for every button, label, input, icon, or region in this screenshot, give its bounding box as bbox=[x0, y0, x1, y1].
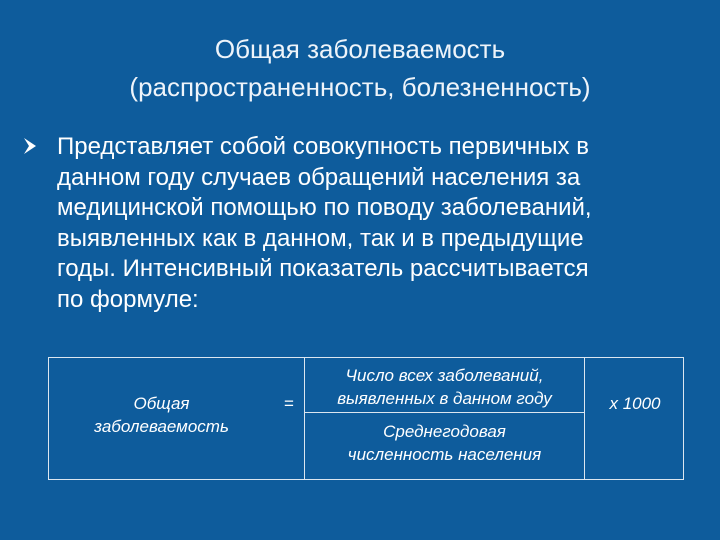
slide-title bbox=[0, 30, 720, 106]
numerator-line: выявленных в данном году bbox=[337, 389, 552, 408]
title-line-1: Общая заболеваемость bbox=[214, 34, 506, 64]
definition-line: медицинской помощью по поводу заболеваний, bbox=[57, 194, 592, 221]
formula-divider bbox=[584, 358, 585, 479]
definition-line: данном году случаев обращений населения за bbox=[57, 163, 581, 191]
definition-text bbox=[57, 132, 697, 315]
formula-multiplier: х 1000 bbox=[609, 394, 661, 413]
formula-left-term bbox=[49, 392, 274, 438]
title-line-2: (распространенность, болезненность) bbox=[129, 72, 591, 102]
definition-line: Представляет собой совокупность первичных в bbox=[57, 133, 589, 160]
definition-line: выявленных как в данном, так и в предыдущие bbox=[57, 224, 584, 252]
formula-denominator bbox=[305, 420, 584, 466]
numerator-line: Число всех заболеваний, bbox=[345, 366, 544, 385]
fraction-line bbox=[304, 412, 585, 413]
formula-left-line: заболеваемость bbox=[94, 417, 229, 436]
equals-sign: = bbox=[284, 394, 294, 413]
formula-table bbox=[48, 357, 684, 480]
denominator-line: численность населения bbox=[347, 445, 542, 464]
arrow-bullet-icon bbox=[22, 136, 40, 156]
definition-line: по формуле: bbox=[57, 285, 199, 313]
denominator-line: Среднегодовая bbox=[383, 422, 506, 441]
formula-left-line: Общая bbox=[133, 394, 190, 413]
definition-line: годы. Интенсивный показатель рассчитывается bbox=[57, 255, 589, 282]
formula-numerator bbox=[305, 364, 584, 410]
